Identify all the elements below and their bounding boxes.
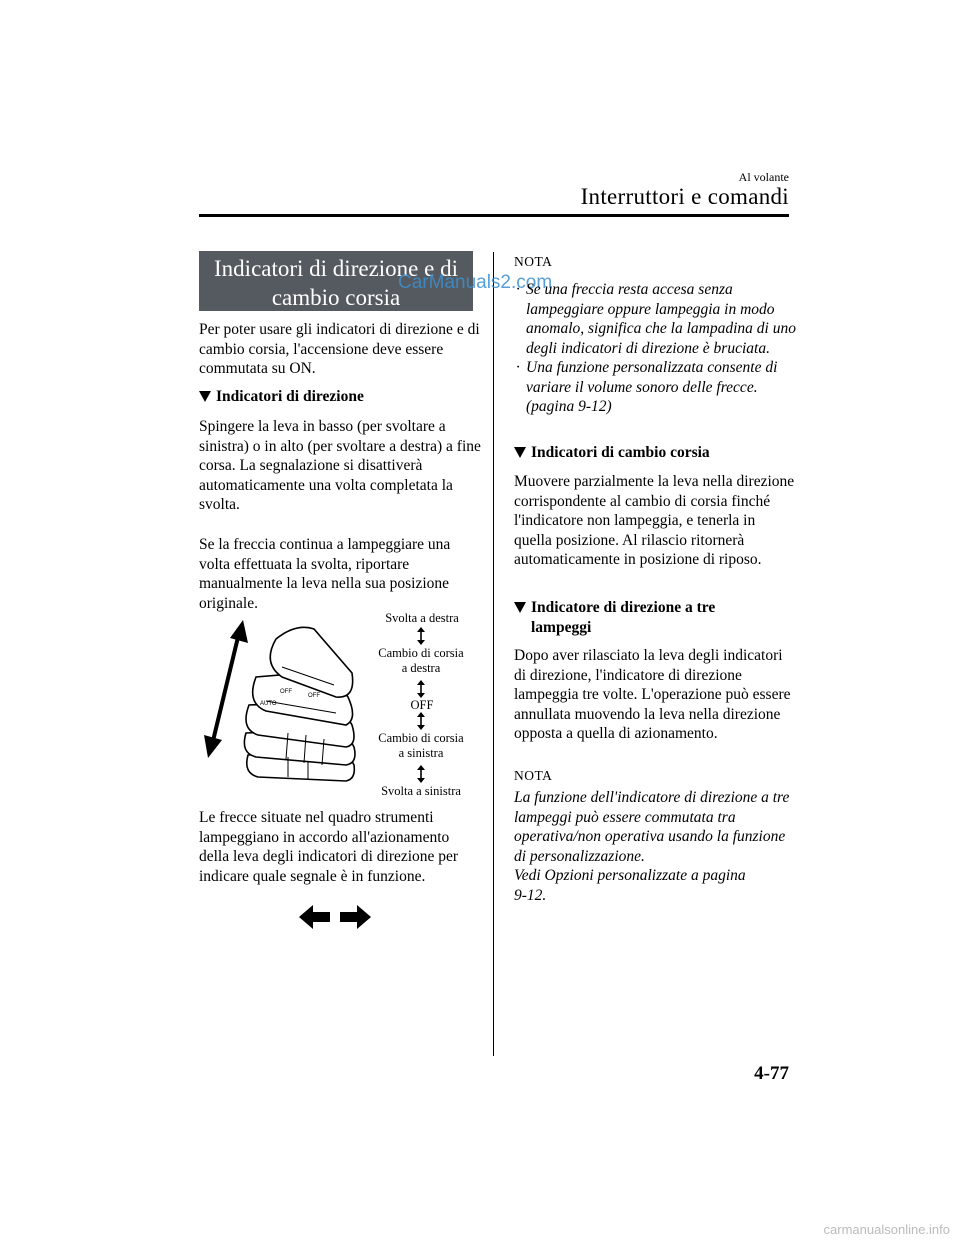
triangle-marker-icon — [199, 391, 211, 402]
indicator-paragraph: Le frecce situate nel quadro strumenti lampeggiano in accordo all'azionamento della leva degli indicatori di direzione per indicare quale segnale è in funzione. — [199, 809, 459, 885]
label-off: OFF — [410, 698, 434, 712]
note-2-body: La funzione dell'indicatore di direzione a tre lampeggi può essere commutata tra operativa/non operativa usando la funzione di personalizzazione. — [514, 789, 790, 865]
label-right-lane: Cambio di corsia a destra — [378, 646, 464, 675]
heading-lane-change — [514, 443, 796, 463]
note-2-title: NOTA — [514, 768, 553, 783]
heading-text-2: lampeggi — [531, 618, 592, 636]
note-2-text — [514, 788, 796, 905]
heading-turn-signals — [199, 387, 481, 407]
note-2-ref-line-2: 9-12. — [514, 886, 547, 904]
turn-paragraph-1: Spingere la leva in basso (per svoltare a sinistra) o in alto (per svoltare a destra) a fine corsa. La segnalazione si disattiverà automaticamente una volta completata la svolta. — [199, 418, 481, 513]
note-1-bullet-2: · Una funzione personalizzata consente di variare il volume sonoro delle frecce. (pagina 9-12) — [514, 358, 796, 417]
note-1-title: NOTA — [514, 254, 553, 269]
triangle-marker-icon — [514, 447, 526, 458]
heading-text: Indicatori di direzione — [216, 388, 364, 405]
header-rule — [199, 214, 789, 217]
lane-paragraph: Muovere parzialmente la leva nella direzione corrispondente al cambio di corsia finché l'indicatore non lampeggia, e tenerla in quella posizione. Al rilascio ritornerà automaticamente in posizione di riposo. — [514, 473, 795, 568]
column-divider — [493, 252, 494, 1056]
heading-text: Indicatori di cambio corsia — [531, 444, 710, 461]
heading-three-flash — [514, 598, 796, 637]
turn-arrows-icons — [297, 904, 373, 930]
footer-watermark: carmanualsonline.info — [823, 1222, 950, 1237]
svg-text:OFF: OFF — [280, 689, 292, 695]
intro-paragraph: Per poter usare gli indicatori di direzione e di cambio corsia, l'accensione deve essere commutata su ON. — [199, 321, 480, 377]
svg-text:AUTO: AUTO — [260, 701, 277, 707]
right-arrow-icon — [340, 905, 371, 929]
label-right-turn: Svolta a destra — [385, 611, 459, 625]
heading-text: Indicatore di direzione a tre — [531, 599, 716, 616]
note-1-bullet-1: · Se una freccia resta accesa senza lampeggiare oppure lampeggia in modo anomalo, significa che la lampadina di uno degli indicatori di direzione è bruciata. — [514, 280, 796, 358]
banner-line-2: cambio corsia — [271, 285, 401, 310]
watermark: CarManuals2.com — [398, 272, 553, 293]
note-2-ref-line-1: Vedi Opzioni personalizzate a pagina — [514, 867, 746, 884]
section-title: Al volante — [738, 170, 789, 184]
left-arrow-icon — [299, 905, 330, 929]
label-left-turn: Svolta a sinistra — [381, 784, 461, 798]
three-flash-paragraph: Dopo aver rilasciato la leva degli indicatori di direzione, l'indicatore di direzione lampeggia tre volte. L'operazione può essere annullata muovendo la leva nella direzione opposta a quella di azionamento. — [514, 647, 791, 742]
banner-line-1: Indicatori di direzione e di — [214, 256, 458, 281]
chapter-title: Interruttori e comandi — [580, 184, 789, 209]
page-number: 4-77 — [754, 1063, 789, 1084]
turn-paragraph-2: Se la freccia continua a lampeggiare una volta effettuata la svolta, riportare manualmente la leva nella sua posizione originale. — [199, 536, 451, 612]
triangle-marker-icon — [514, 602, 526, 613]
note-1-list — [514, 280, 796, 417]
label-left-lane: Cambio di corsia a sinistra — [378, 731, 464, 760]
svg-text:OFF: OFF — [308, 693, 320, 699]
